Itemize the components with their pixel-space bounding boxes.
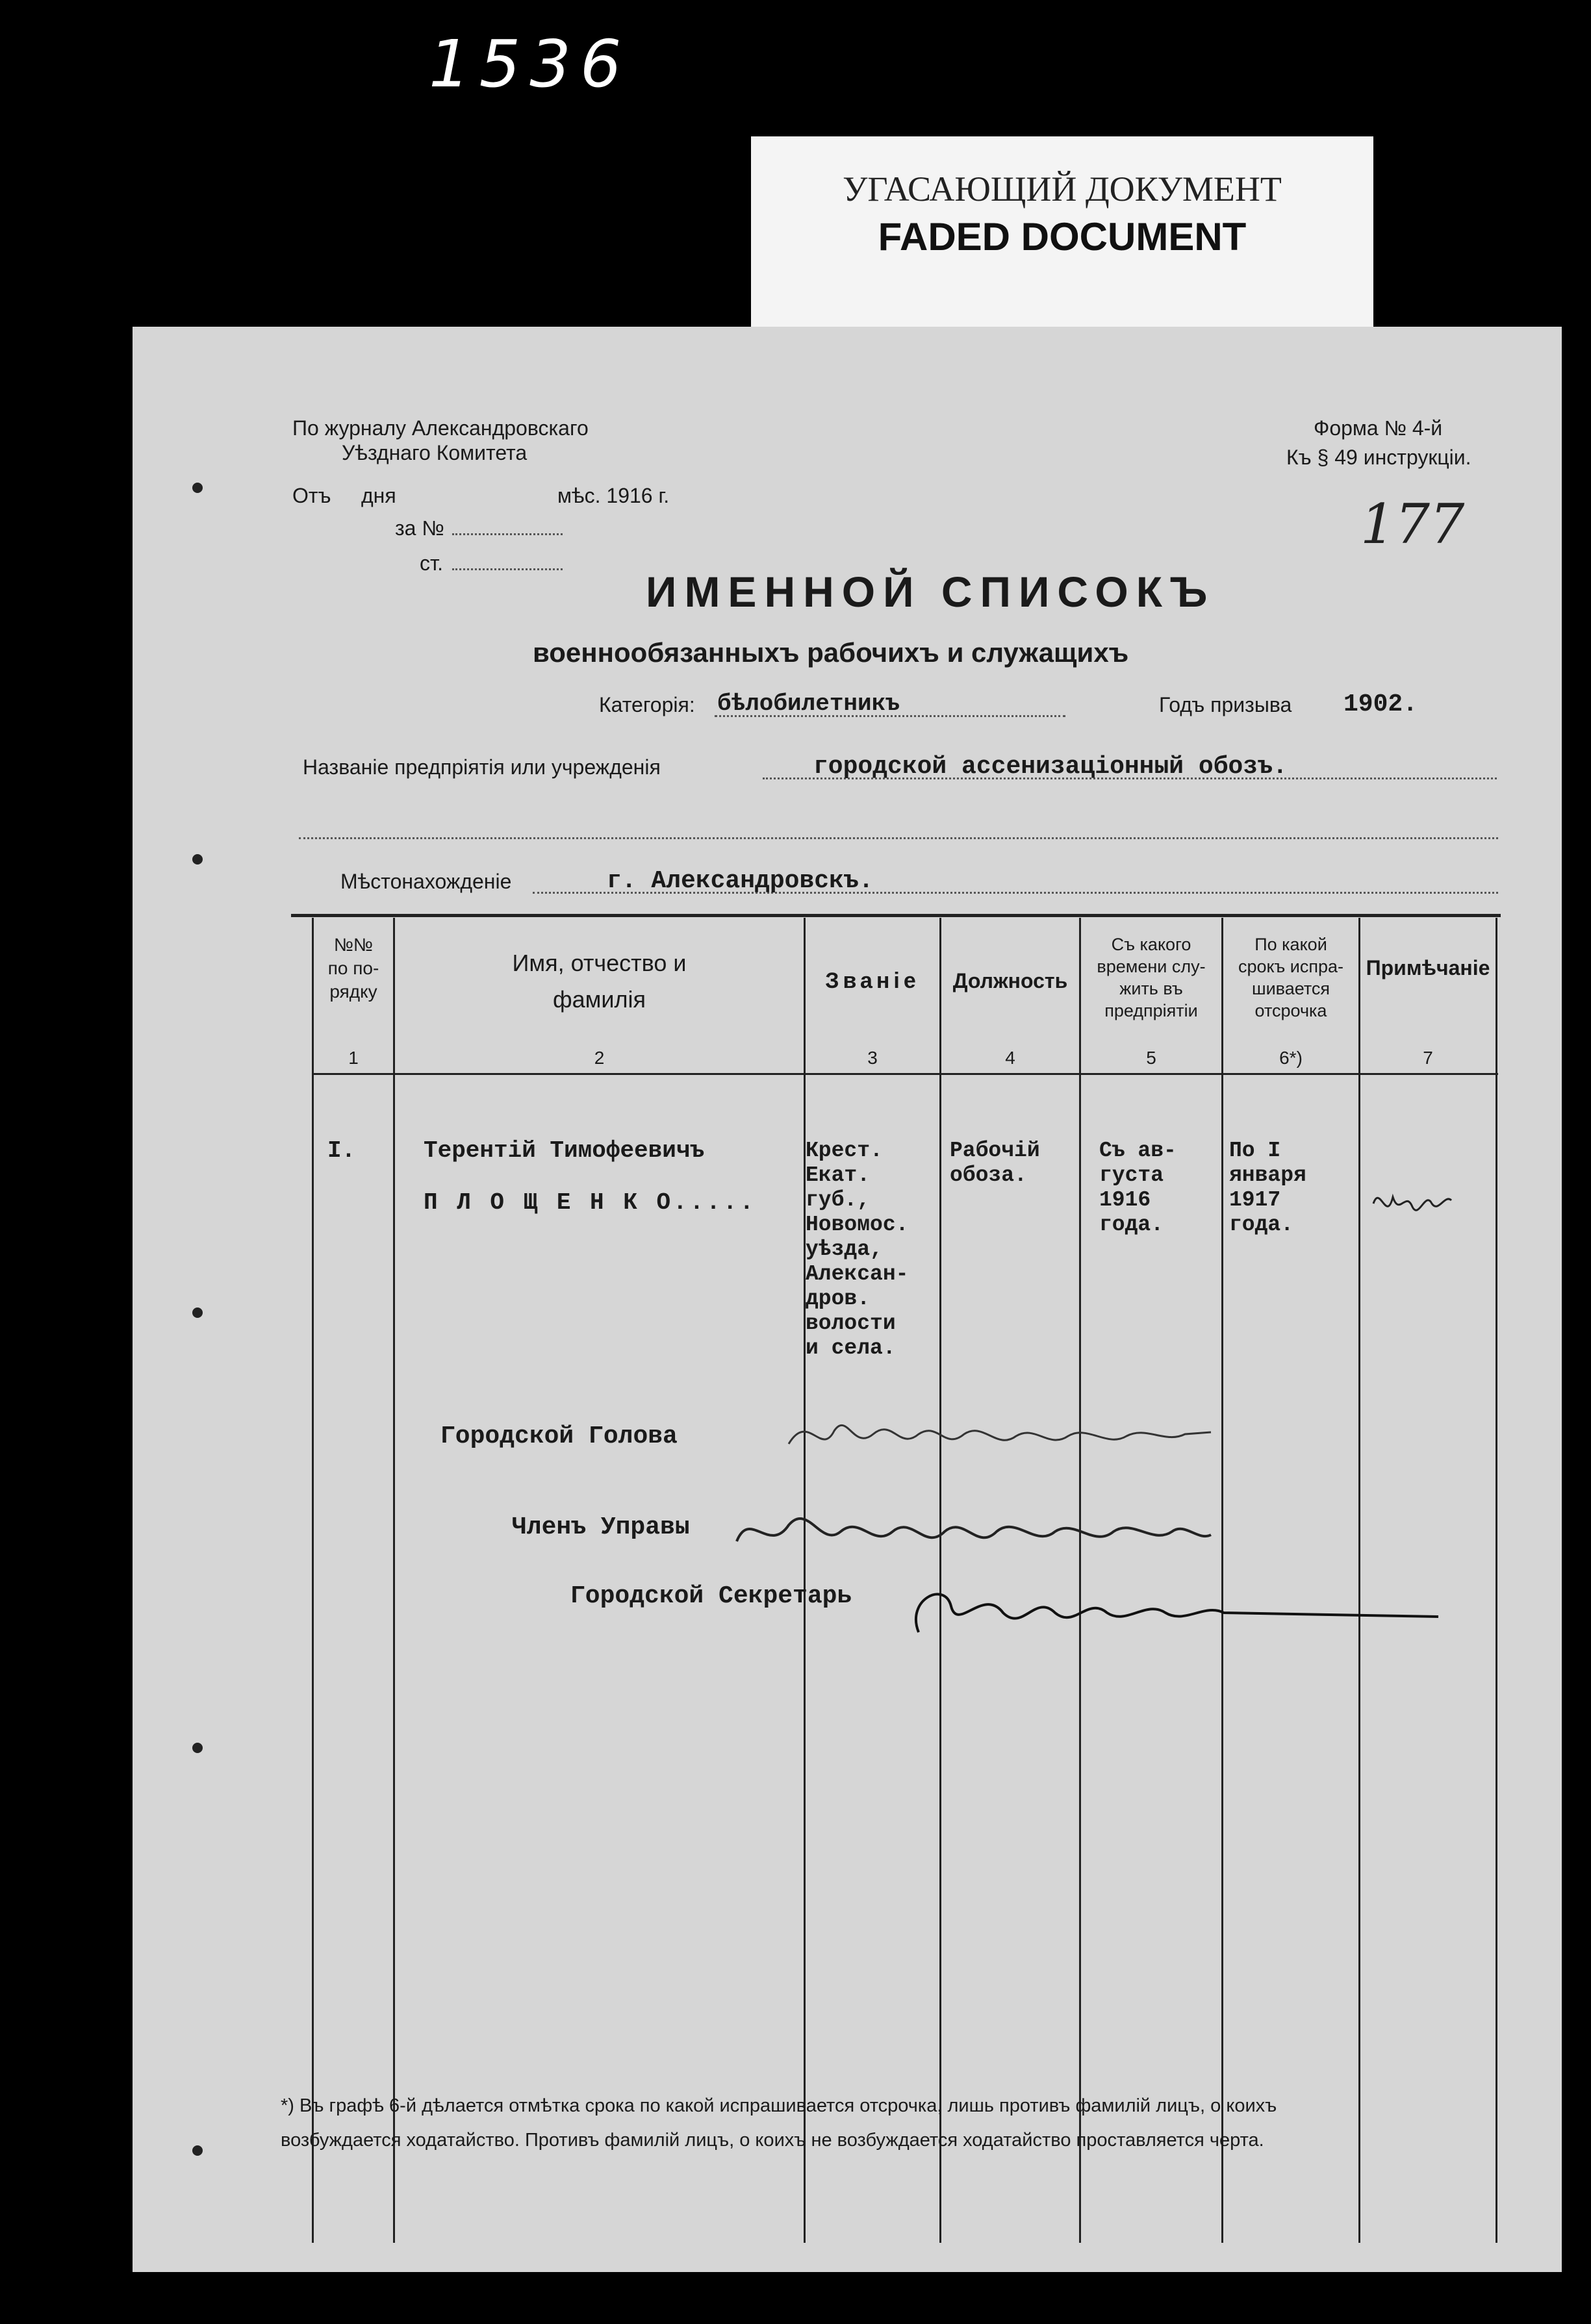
month-year-label: мѣс. 1916 г. [557,484,670,507]
number-field-line [452,533,563,535]
header-text: По какой [1254,935,1327,954]
enterprise-value: городской ассенизаціонный обозъ. [813,753,1288,781]
table-right-border [1496,918,1497,2243]
header-text: жить въ [1119,979,1183,998]
header-text: отсрочка [1254,1001,1327,1020]
faded-document-label [751,136,1373,331]
document-title: ИМЕННОЙ СПИСОКЪ [646,568,1216,616]
column-number: 6*) [1279,1048,1303,1068]
column-divider [804,918,806,2243]
column-number: 3 [867,1048,878,1068]
table-top-rule [291,914,1501,917]
category-value: бѣлобилетникъ [717,690,900,717]
row-since: Съ ав- густа 1916 года. [1099,1139,1177,1237]
row-until: По I января 1917 года. [1229,1139,1306,1237]
instruction-reference: Къ § 49 инструкціи. [1286,446,1471,469]
header-text: по по- [327,958,379,978]
header-name [395,945,804,1018]
location-label: Мѣстонахожденіе [340,870,512,893]
header-position [941,970,1079,992]
document-subtitle: военнообязанныхъ рабочихъ и служащихъ [533,637,1129,668]
punch-hole [192,2145,203,2156]
header-note [1360,957,1496,979]
row-rank: Крест. Екат. губ., Новомос. уѣзда, Алексан- дров. волости и села. [806,1139,909,1360]
header-text: рядку [329,981,377,1002]
journal-line-1: По журналу Александровскаго [292,416,589,440]
enterprise-field-line-2 [299,837,1498,839]
category-label: Категорія: [599,693,695,716]
column-number: 1 [348,1048,359,1068]
article-field-line [452,568,563,570]
header-number [314,933,393,1004]
table-header-rule [312,1073,1498,1075]
faded-label-en: FADED DOCUMENT [878,215,1247,259]
punch-hole [192,854,203,865]
article-label: ст. [420,551,443,575]
header-text: №№ [333,935,374,955]
row-name-line-1: Терентій Тимофеевичъ [424,1137,705,1164]
board-member-label: Членъ Управы [512,1513,690,1541]
secretary-label: Городской Секретарь [570,1582,852,1610]
board-member-signature [730,1496,1224,1567]
secretary-signature [893,1574,1451,1645]
mayor-signature [782,1405,1224,1463]
enterprise-label: Названіе предпріятія или учрежденія [303,755,661,779]
column-number: 4 [1005,1048,1015,1068]
column-number: 5 [1146,1048,1156,1068]
table-left-border [312,918,314,2243]
header-text: Должность [952,969,1068,992]
row-position: Рабочій обоза. [950,1139,1040,1187]
number-label: за № [395,516,444,540]
row-name-line-2: П Л О Щ Е Н К О..... [424,1189,757,1216]
handwritten-page-number: 177 [1360,492,1465,556]
punch-hole [192,1307,203,1318]
header-rank [806,970,939,992]
faded-label-ru: УГАСАЮЩИЙ ДОКУМЕНТ [843,170,1282,208]
column-number: 2 [594,1048,605,1068]
column-divider [393,918,395,2243]
header-text: Примѣчаніе [1366,956,1490,979]
year-value: 1902. [1343,690,1418,718]
archive-number: 1536 [429,26,631,102]
header-until [1223,933,1358,1022]
punch-hole [192,483,203,493]
header-text: Съ какого [1111,935,1191,954]
header-text: шивается [1251,979,1330,998]
header-text: срокъ испра- [1238,957,1343,976]
footnote-line-2: возбуждается ходатайство. Противъ фамилій лицъ, о коихъ не возбуждается ходатайство проставляется черта. [281,2130,1264,2151]
mayor-label: Городской Голова [440,1422,678,1450]
journal-line-2: Уѣзднаго Комитета [342,441,528,464]
footnote-line-1: *) Въ графѣ 6-й дѣлается отмѣтка срока по какой испрашивается отсрочка, лишь противъ фамилій лицъ, о коихъ [281,2095,1277,2116]
form-number: Форма № 4-й [1314,416,1443,440]
from-label: Отъ [292,484,331,507]
day-label: дня [361,484,396,507]
document-page [133,327,1562,2272]
year-label: Годъ призыва [1159,693,1292,716]
header-text: предпріятіи [1104,1001,1198,1020]
location-value: г. Александровскъ. [607,867,874,895]
header-text: Званіе [825,968,920,993]
header-text: Имя, отчество и [512,950,687,976]
row-number: I. [327,1137,356,1164]
header-since [1081,933,1221,1022]
header-text: фамилія [553,986,646,1013]
header-text: времени слу- [1097,957,1206,976]
punch-hole [192,1743,203,1753]
handwritten-note [1367,1178,1458,1230]
column-number: 7 [1423,1048,1433,1068]
